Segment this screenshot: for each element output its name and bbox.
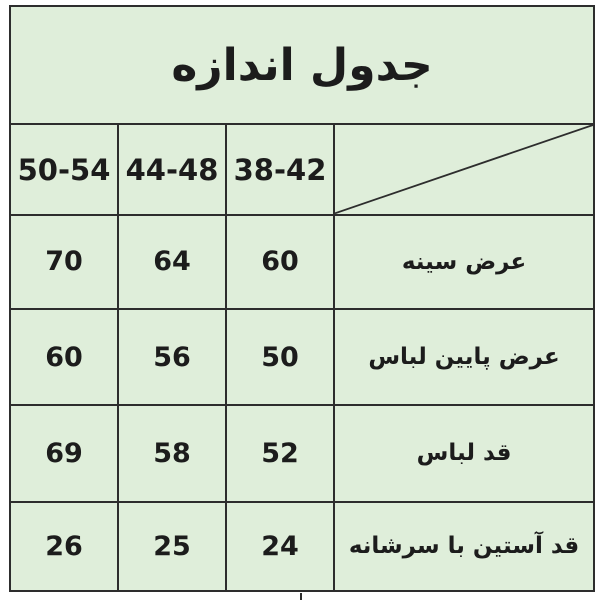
table-row (10, 309, 594, 405)
cell-value: 24 (226, 502, 334, 591)
size-header-38-42: 38-42 (226, 124, 334, 214)
crop-artifact-tick (300, 593, 302, 600)
table-row (10, 215, 594, 309)
cell-value: 60 (10, 309, 118, 405)
cell-value: 25 (118, 502, 226, 591)
row-label-garment-length: قد لباس (334, 405, 594, 501)
cell-value: 26 (10, 502, 118, 591)
cell-value: 60 (226, 215, 334, 309)
cell-value: 52 (226, 405, 334, 501)
cell-value: 58 (118, 405, 226, 501)
page-title: جدول اندازه (10, 6, 594, 124)
diagonal-slash-line (335, 125, 593, 213)
cell-value: 64 (118, 215, 226, 309)
size-table (9, 5, 595, 592)
table-row (10, 405, 594, 501)
size-header-44-48: 44-48 (118, 124, 226, 214)
row-label-sleeve-length: قد آستین با سرشانه (334, 502, 594, 591)
table-row (10, 502, 594, 591)
cell-value: 69 (10, 405, 118, 501)
size-header-50-54: 50-54 (10, 124, 118, 214)
row-label-bottom-width: عرض پایین لباس (334, 309, 594, 405)
row-label-chest-width: عرض سینه (334, 215, 594, 309)
header-corner-cell (334, 124, 594, 214)
cell-value: 56 (118, 309, 226, 405)
cell-value: 50 (226, 309, 334, 405)
cell-value: 70 (10, 215, 118, 309)
